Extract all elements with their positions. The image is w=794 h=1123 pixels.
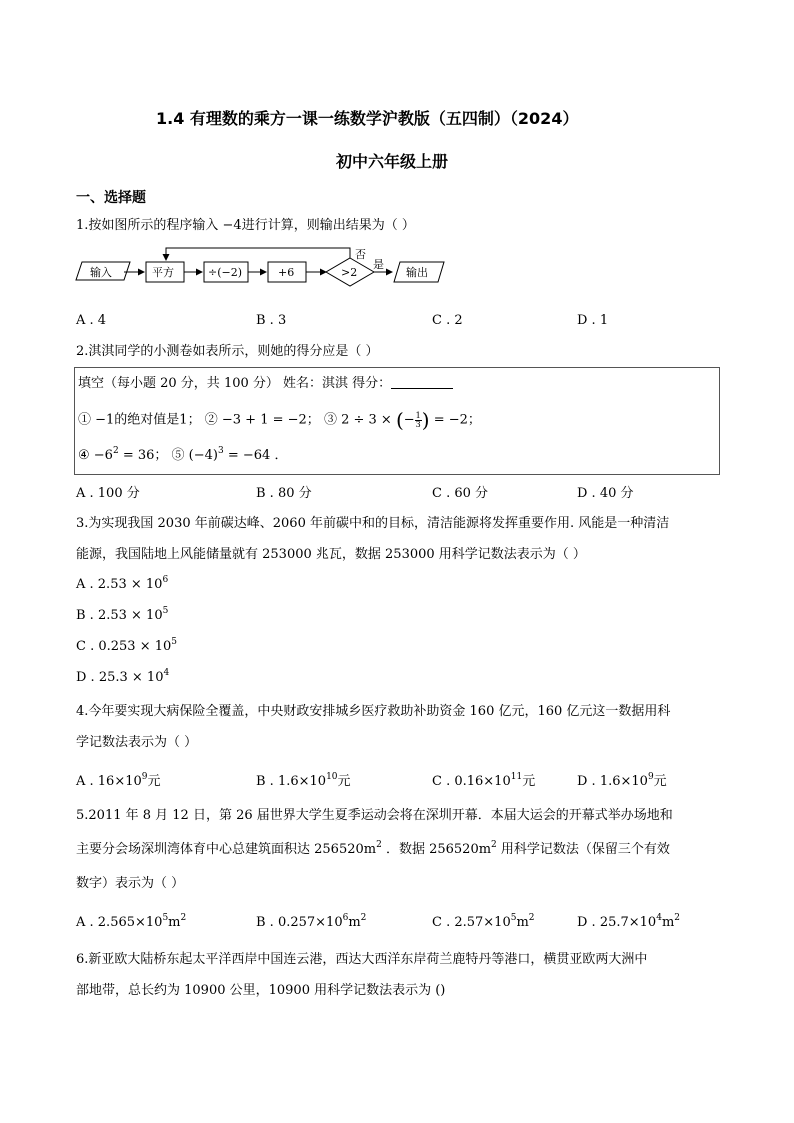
item-4-text-b: = 36； [118, 448, 168, 463]
q5-option-c-exp: 5 [510, 913, 517, 923]
q3-option-d-base: D . 25.3 × 10 [76, 670, 164, 685]
item-3-fraction [415, 412, 422, 429]
q4-option-a-exp: 9 [141, 772, 148, 782]
item-1-text: −1的绝对值是1； [91, 412, 201, 428]
q3-option-a-exp: 6 [162, 575, 169, 585]
flow-add-label: +6 [278, 266, 295, 279]
item-5-exponent: 3 [218, 446, 224, 456]
item-5-marker: ⑤ [171, 448, 185, 463]
q5-option-b-base: B . 0.257×10 [256, 915, 343, 930]
item-3-fraction-den: 3 [415, 419, 421, 429]
q3-option-c-exp: 5 [171, 637, 177, 647]
q5-option-d-unit: m [661, 915, 675, 930]
score-blank [391, 376, 453, 389]
q4-option-d-exp: 9 [647, 772, 654, 782]
item-1-marker: ① [78, 412, 92, 428]
quiz-line-2 [78, 446, 287, 466]
q4-option-b-exp: 10 [326, 772, 338, 782]
q2-option-b[interactable]: B . 80 分 [256, 486, 312, 501]
item-2-marker: ② [204, 412, 218, 428]
flow-output-label: 输出 [406, 266, 428, 279]
q3-option-b[interactable] [76, 608, 168, 623]
q5-line2-part-a: 主要分会场深圳湾体育中心总建筑面积达 256520m [76, 842, 377, 857]
q2-option-c[interactable]: C . 60 分 [432, 486, 489, 501]
q5-option-c-base: C . 2.57×10 [432, 915, 511, 930]
question-6-stem-line-2: 部地带，总长约为 10900 公里，10900 用科学记数法表示为 () [76, 983, 446, 998]
item-2-text: −3 + 1 = −2； [217, 412, 320, 428]
item-3-text-b: = −2； [429, 412, 481, 428]
q3-option-d-exp: 4 [163, 668, 170, 678]
q1-option-d[interactable]: D . 1 [577, 313, 609, 328]
q3-option-d[interactable] [76, 670, 169, 685]
page-title: 1.4 有理数的乘方一课一练数学沪教版（五四制）（2024） [156, 109, 579, 128]
q3-option-a-base: A . 2.53 × 10 [76, 577, 163, 592]
q1-option-a[interactable]: A . 4 [76, 313, 107, 328]
item-3-paren-close: ) [421, 408, 430, 432]
q4-option-b[interactable] [256, 770, 351, 789]
flow-no-label: 否 [355, 248, 366, 261]
flowchart [74, 246, 446, 298]
q4-option-c-base: C . 0.16×10 [432, 774, 511, 789]
q4-option-c-unit: 元 [522, 774, 536, 789]
q5-option-a[interactable] [76, 915, 186, 930]
flow-divide-label: ÷(−2) [208, 266, 243, 279]
item-4-marker: ④ [78, 448, 90, 463]
q5-option-a-base: A . 2.565×10 [76, 915, 163, 930]
question-4-stem-line-2: 学记数法表示为（ ） [76, 735, 198, 750]
item-3-fraction-num: 1 [415, 410, 421, 420]
quiz-line-1: ① −1的绝对值是1； ② −3 + 1 = −2； ③ 2 ÷ 3 × (− $\frac{1}{3}$ ) = −2； [78, 408, 481, 432]
q5-line2-part-b: ．数据 256520m [381, 842, 492, 857]
q5-option-a-unit-exp: 2 [180, 913, 187, 923]
q2-option-d[interactable]: D . 40 分 [577, 486, 634, 501]
question-5-stem-line-3: 数字）表示为（ ） [76, 876, 185, 891]
item-5-text-b: = −64 ． [223, 448, 288, 463]
question-5-stem-line-2 [76, 840, 670, 860]
q5-option-b-unit: m [348, 915, 361, 930]
question-3-stem-line-1: 3.为实现我国 2030 年前碳达峰、2060 年前碳中和的目标，清洁能源将发挥重要作用. 风能是一种清洁 [76, 516, 670, 531]
question-5-stem-line-1: 5.2011 年 8 月 12 日，第 26 届世界大学生夏季运动会将在深圳开幕．本届大运会的开幕式举办场地和 [76, 808, 673, 823]
q5-option-d-unit-exp: 2 [674, 913, 680, 923]
q4-option-c-exp: 11 [510, 772, 523, 782]
q4-option-a-base: A . 16×10 [76, 774, 142, 789]
q5-option-d-exp: 4 [656, 913, 662, 923]
question-2-stem: 2.淇淇同学的小测卷如表所示，则她的得分应是（ ） [76, 344, 379, 359]
q5-line2-part-c: 用科学记数法（保留三个有效 [496, 842, 670, 857]
q5-option-a-unit: m [168, 915, 181, 930]
q3-option-c[interactable] [76, 639, 177, 654]
q4-option-d[interactable] [577, 770, 667, 789]
q5-option-c-unit-exp: 2 [528, 913, 535, 923]
q3-option-b-exp: 5 [162, 606, 169, 616]
q3-option-a[interactable] [76, 577, 168, 592]
q4-option-b-unit: 元 [337, 774, 351, 789]
q5-line2-exp-1: 2 [376, 840, 382, 850]
item-4-text-a: −6 [89, 448, 113, 463]
question-6-stem-line-1: 6.新亚欧大陆桥东起太平洋西岸中国连云港，西达大西洋东岸荷兰鹿特丹等港口，横贯亚欧两大洲中 [76, 952, 648, 967]
q2-option-a[interactable]: A . 100 分 [76, 486, 140, 501]
flow-yes-label: 是 [373, 258, 384, 271]
q4-option-a[interactable] [76, 770, 161, 789]
q5-line2-exp-2: 2 [491, 840, 497, 850]
q4-option-c[interactable] [432, 770, 535, 789]
q3-option-b-base: B . 2.53 × 10 [76, 608, 163, 623]
q5-option-b-unit-exp: 2 [360, 913, 367, 923]
item-3-marker: ③ [323, 412, 337, 428]
q5-option-a-exp: 5 [162, 913, 169, 923]
question-3-stem-line-2: 能源，我国陆地上风能储量就有 253000 兆瓦，数据 253000 用科学记数法表示为（ ） [76, 547, 586, 562]
flow-condition-label: >2 [341, 266, 358, 279]
quiz-header-text: 填空（每小题 20 分，共 100 分） 姓名：淇淇 得分： [78, 376, 392, 391]
q5-option-b-exp: 6 [342, 913, 349, 923]
item-5-text-a: (−4) [184, 448, 218, 463]
flow-input-label: 输入 [90, 266, 112, 279]
item-4-exponent: 2 [112, 446, 119, 456]
question-4-stem-line-1: 4.今年要实现大病保险全覆盖，中央财政安排城乡医疗救助补助资金 160 亿元，160 亿元这一数据用科 [76, 704, 671, 719]
q1-option-c[interactable]: C . 2 [432, 313, 463, 328]
item-3-text-a: 2 ÷ 3 × [336, 412, 396, 428]
quiz-header [78, 374, 453, 394]
q5-option-c-unit: m [516, 915, 529, 930]
q5-option-d[interactable] [577, 915, 680, 930]
q4-option-b-base: B . 1.6×10 [256, 774, 327, 789]
page-subtitle: 初中六年级上册 [336, 152, 449, 171]
q5-option-d-base: D . 25.7×10 [577, 915, 657, 930]
q3-option-c-base: C . 0.253 × 10 [76, 639, 172, 654]
q1-option-b[interactable]: B . 3 [256, 313, 287, 328]
flow-square-label: 平方 [152, 266, 174, 279]
item-3-paren-open: ( [395, 408, 404, 432]
q5-option-c[interactable] [432, 915, 535, 930]
section-heading: 一、选择题 [76, 190, 146, 206]
question-1-stem: 1.按如图所示的程序输入 −4进行计算，则输出结果为（ ） [76, 218, 415, 233]
q4-option-d-unit: 元 [653, 774, 667, 789]
q4-option-a-unit: 元 [147, 774, 161, 789]
q5-option-b[interactable] [256, 915, 366, 930]
q4-option-d-base: D . 1.6×10 [577, 774, 648, 789]
